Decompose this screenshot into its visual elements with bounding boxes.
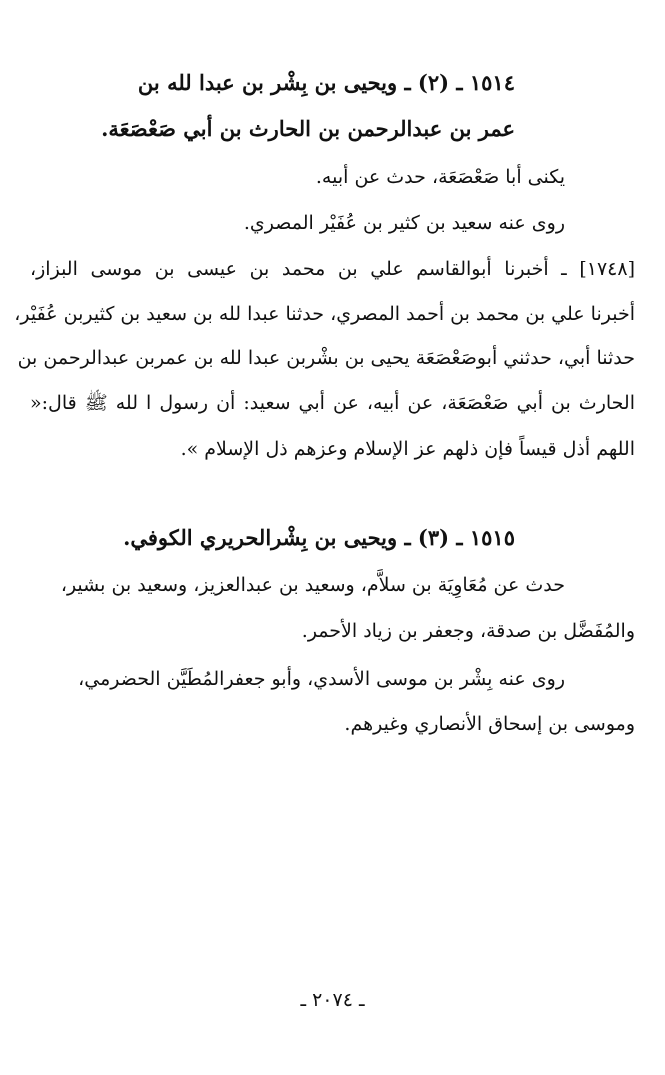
entry-1514-text-line: يكنى أبا صَعْصَعَة، حدث عن أبيه. <box>315 166 565 188</box>
entry-1514-text-line: اللهم أذل قيساً فإن ذلهم عز الإسلام وعزهم ذل الإسلام ». <box>180 438 635 460</box>
entry-1514-text-line: [١٧٤٨] ـ أخبرنا أبوالقاسم علي بن محمد بن عيسى بن موسى البزاز، <box>30 258 635 280</box>
entry-1515-text-line: روى عنه بِشْر بن موسى الأسدي، وأبو جعفرالمُطَيَّن الحضرمي، <box>78 668 565 690</box>
entry-1515-heading: ١٥١٥ ـ (٣) ـ ويحيى بن بِشْرالحريري الكوفي. <box>123 525 515 550</box>
entry-1515-text-line: وموسى بن إسحاق الأنصاري وغيرهم. <box>344 713 635 735</box>
entry-1514-heading-line2: عمر بن عبدالرحمن بن الحارث بن أبي صَعْصَعَة. <box>101 116 515 141</box>
entry-1514-text-line: حدثنا أبي، حدثني أبوصَعْصَعَة يحيى بن بشْربن عبدا لله بن عمربن عبدالرحمن بن <box>17 347 635 369</box>
entry-1514-heading-line1: ١٥١٤ ـ (٢) ـ ويحيى بن بِشْر بن عبدا لله بن <box>137 70 515 95</box>
entry-1515-text-line: حدث عن مُعَاوِيَة بن سلاَّم، وسعيد بن عبدالعزيز، وسعيد بن بشير، <box>60 574 565 596</box>
entry-1514-text-line: الحارث بن أبي صَعْصَعَة، عن أبيه، عن أبي سعيد: أن رسول ا لله ﷺ قال:« <box>30 392 635 414</box>
entry-1514-text-line: أخبرنا علي بن محمد بن أحمد المصري، حدثنا عبدا لله بن سعيد بن كثيربن عُفَيْر، <box>14 303 635 325</box>
entry-1514-text-line: روى عنه سعيد بن كثير بن عُفَيْر المصري. <box>243 212 565 234</box>
entry-1515-text-line: والمُفَضَّل بن صدقة، وجعفر بن زياد الأحمر. <box>301 620 635 642</box>
page-number: ـ ٢٠٧٤ ـ <box>300 989 365 1011</box>
